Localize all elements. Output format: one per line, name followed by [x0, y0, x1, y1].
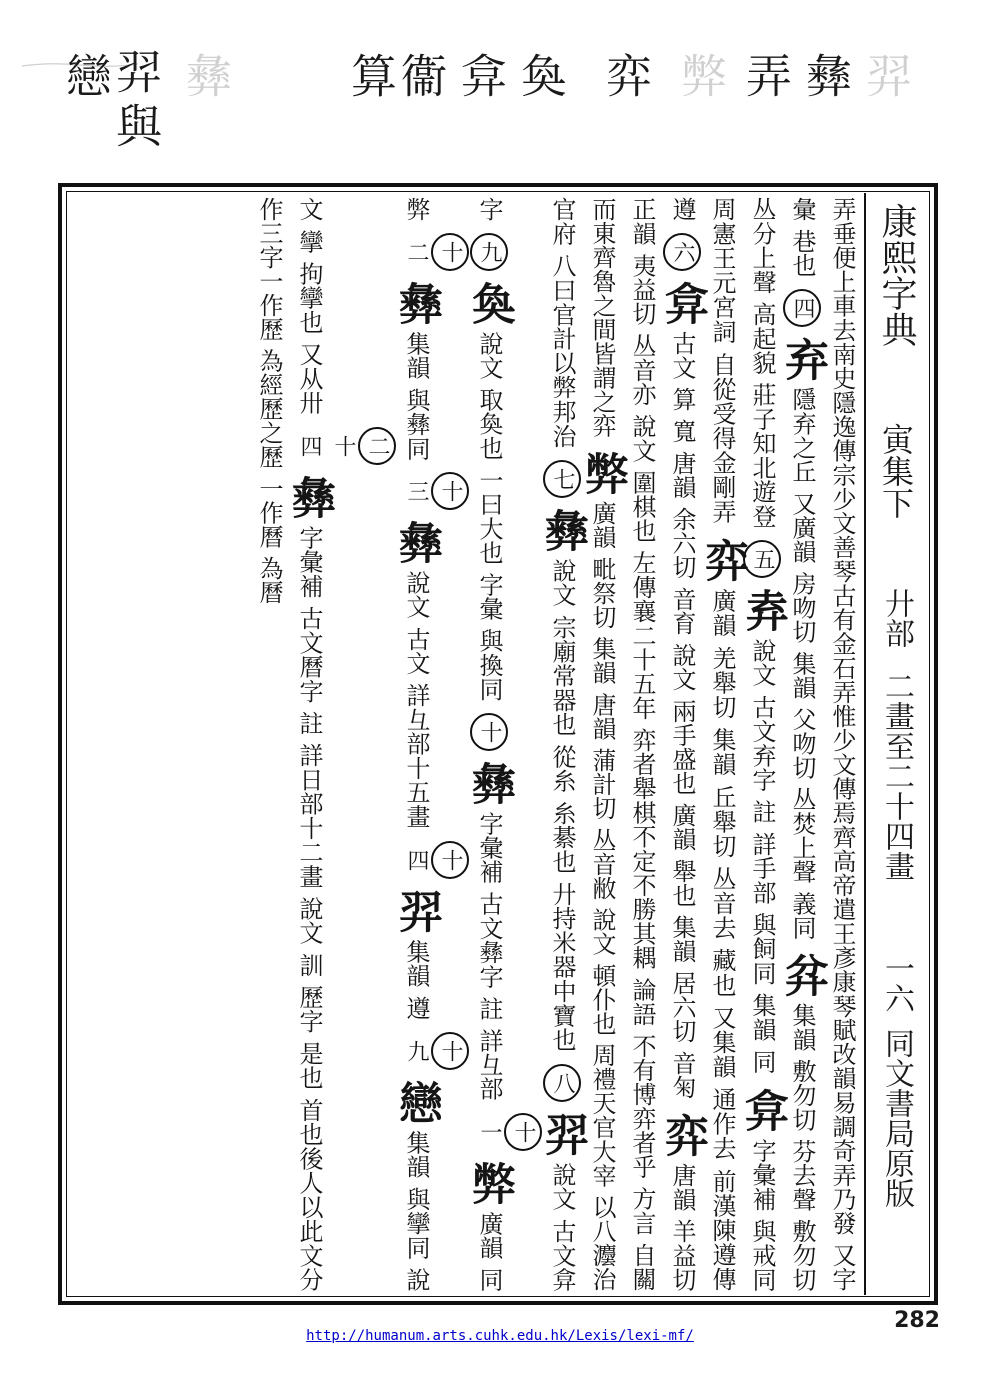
volume-label: 寅集下 [877, 423, 915, 519]
entry-definition: 集韻 與彝同 [402, 331, 430, 469]
headword: 弇 [657, 280, 708, 325]
entry-definition: 集韻 遵 [402, 938, 430, 1028]
seal-char: 奐 [514, 52, 568, 96]
headword: 弈 [657, 1112, 708, 1157]
seal-script-strip [59, 48, 920, 172]
headword: 弈 [697, 538, 748, 583]
headword: 弊 [464, 1160, 515, 1205]
publisher-label: 同文書局原版 [879, 1028, 914, 1208]
headword: 弆 [737, 588, 788, 632]
headword: 弇 [737, 1087, 788, 1132]
headword: 羿 [391, 888, 442, 933]
stroke-count-badge: 五 [743, 540, 781, 578]
entry-definition: 字彙補 古文彝字 註 詳彑部 [475, 811, 503, 1109]
dictionary-entry [657, 229, 708, 1107]
entry-definition: 字彙補 與戒同 周憲王元宮詞 自從受得金剛弄 [708, 197, 776, 1291]
entry-definition: 古文 算 寬 唐韻 余六切 音育 說文 兩手盛也 廣韻 舉也 集韻 居六切 音匊 [668, 330, 696, 1107]
seal-char-faint: 羿 [859, 52, 913, 96]
entries-body [72, 197, 862, 1291]
headword: 彝 [391, 520, 442, 565]
headword: 彝 [391, 281, 442, 326]
page-number: 282 [894, 1308, 940, 1333]
stroke-count-badge: 四 [783, 289, 821, 327]
dictionary-entry [391, 229, 463, 469]
dictionary-entry [537, 456, 588, 1060]
seal-char: 算 [344, 52, 398, 96]
entry-definition: 隱弃之丘 又廣韻 房吻切 集韻 父吻切 丛焚上聲 義同 [788, 386, 816, 947]
stroke-count-badge: 十一 [504, 1113, 542, 1151]
stroke-count-badge: 六 [663, 233, 701, 271]
dictionary-entry [391, 837, 463, 1028]
headword: 彝 [537, 507, 588, 552]
headword: 彝 [464, 761, 515, 805]
headword: 戀 [391, 1079, 442, 1124]
stroke-count-badge: 十三 [431, 472, 469, 510]
stroke-count-badge: 十四 [431, 841, 469, 879]
stroke-count-badge: 九 [470, 233, 508, 271]
seal-char: 弇 [454, 52, 508, 96]
entry-definition: 廣韻 毗祭切 集韻 唐韻 蒲計切 丛音敝 說文 頓仆也 周禮天官大宰 以八灋治官府 八曰官計以弊邦治 [548, 197, 616, 1291]
radical-label: 廾部 [879, 588, 914, 648]
entry-definition: 說文 古文 詳彑部十五畫 [402, 570, 430, 837]
running-header [864, 193, 928, 1295]
seal-char: 弄 [739, 52, 793, 96]
seal-char: 弈 [599, 52, 653, 96]
stroke-range-label: 二畫至二十四畫 [879, 671, 914, 881]
headword: 羿 [537, 1111, 588, 1156]
page-label: 一六 [879, 953, 914, 1013]
entry-definition: 字彙補 古文曆字 註 詳日部十二畫 說文 訓 歷字 是也 首也後人以此文分作三字一作歷 為經歷之歷 一作曆 為曆 [255, 197, 323, 1291]
entry-definition: 集韻 敷勿切 芬去聲 敷勿切 丛分上聲 高起貌 莊子知北遊登 [748, 197, 816, 1291]
stroke-count-badge: 十二 [431, 233, 469, 271]
dictionary-entry [464, 709, 515, 1109]
headword: 弊 [577, 451, 628, 496]
stroke-count-badge: 十九 [431, 1032, 469, 1070]
headword: 奐 [464, 281, 515, 326]
entry-definition: 唐韻 羊益切 正韻 夷益切 丛音亦 說文 圍棋也 左傳襄二十五年 弈者舉棋不定不勝其耦 論語 不有博弈者乎 方言 自關而東齊魯之間皆謂之弈 [588, 197, 696, 1291]
entry-definition: 廣韻 同弊 [402, 197, 503, 1291]
seal-char: 羿 [109, 48, 163, 92]
headword: 弅 [777, 952, 828, 997]
entry-definition: 廣韻 羌舉切 集韻 丘舉切 丛音去 藏也 又集韻 通作去 前漢陳遵傳 遵 [668, 197, 736, 1291]
dictionary-entry [777, 285, 828, 947]
book-title: 康熙字典 [876, 203, 917, 347]
entry-definition: 說文 宗廟常器也 從糸 糸綦也 廾持米器中寶也 [548, 557, 576, 1060]
seal-char: 彝 [799, 52, 853, 96]
headword: 弃 [777, 336, 828, 381]
entry-definition: 集韻 與攣同 說文 攣 拘攣也 又从卅 [295, 197, 430, 1291]
seal-char: 衞 [394, 52, 448, 96]
dictionary-page [58, 183, 938, 1305]
entry-definition: 說文 取奐也 一曰大也 字彙 與換同 [475, 331, 503, 709]
seal-char-faint: 弊 [674, 52, 728, 96]
stroke-count-badge: 二十四 [358, 427, 396, 465]
dictionary-entry [391, 468, 463, 837]
source-url-link[interactable]: http://humanum.arts.cuhk.edu.hk/Lexis/lexi-mf/ [306, 1328, 694, 1344]
seal-char: 與 [109, 102, 163, 146]
seal-char: 戀 [59, 52, 113, 96]
entry-definition: 說文 古文弃字 註 詳手部 與飼同 集韻 同 [748, 638, 776, 1082]
dictionary-entry [464, 229, 515, 709]
entry-definition: 說文 古文弇字 [475, 197, 576, 1291]
entry-definition: 弄垂便上車去南史隱逸傳宗少文善琴古有金石弄惟少文傳焉齊高帝遣王彥康琴賦改韻易調奇弄乃發 又字彙 巷也 [788, 197, 856, 1291]
stroke-count-badge: 七 [543, 460, 581, 498]
seal-char-faint: 彝 [179, 52, 233, 96]
headword: 彝 [284, 474, 335, 519]
stroke-count-badge: 八 [543, 1064, 581, 1102]
stroke-count-badge: 十 [470, 713, 508, 751]
dictionary-entry [737, 536, 788, 1082]
